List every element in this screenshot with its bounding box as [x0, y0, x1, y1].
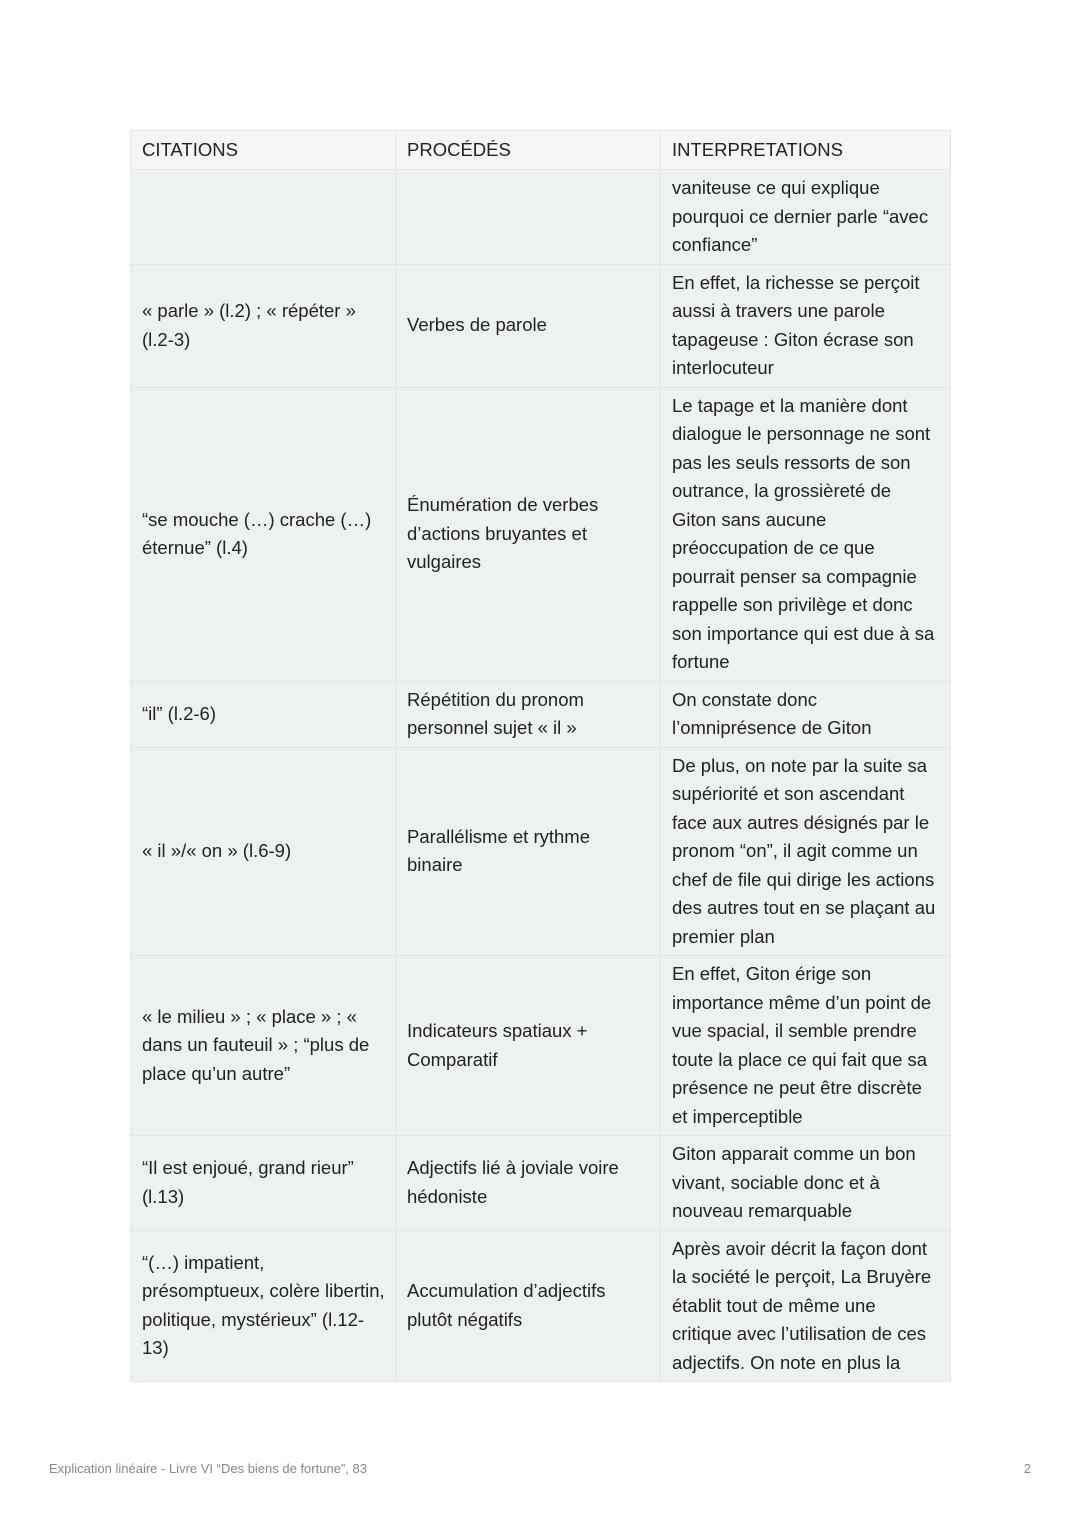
footer-page-number: 2	[1023, 1461, 1031, 1476]
footer-document-title: Explication linéaire - Livre VI “Des biens de fortune”, 83	[49, 1461, 367, 1476]
procede-cell: Parallélisme et rythme binaire	[396, 747, 661, 956]
procede-cell: Indicateurs spatiaux + Comparatif	[396, 956, 661, 1136]
interpretation-cell: vaniteuse ce qui explique pourquoi ce dernier parle “avec confiance”	[661, 170, 951, 265]
header-procedes: PROCÉDÉS	[396, 131, 661, 170]
procede-cell: Adjectifs lié à joviale voire hédoniste	[396, 1136, 661, 1231]
citation-cell: “Il est enjoué, grand rieur” (l.13)	[131, 1136, 396, 1231]
table-row	[131, 1136, 951, 1231]
analysis-table	[130, 130, 951, 1382]
table-row	[131, 956, 951, 1136]
procede-cell: Accumulation d’adjectifs plutôt négatifs	[396, 1230, 661, 1382]
citation-cell: « il »/« on » (l.6-9)	[131, 747, 396, 956]
table-row	[131, 1230, 951, 1382]
citation-cell	[131, 170, 396, 265]
citation-cell: “(…) impatient, présomptueux, colère libertin, politique, mystérieux” (l.12-13)	[131, 1230, 396, 1382]
citation-cell: « parle » (l.2) ; « répéter » (l.2-3)	[131, 264, 396, 387]
header-interpretations: INTERPRETATIONS	[661, 131, 951, 170]
interpretation-cell: Giton apparait comme un bon vivant, sociable donc et à nouveau remarquable	[661, 1136, 951, 1231]
procede-cell	[396, 170, 661, 265]
interpretation-cell: De plus, on note par la suite sa supériorité et son ascendant face aux autres désignés par le pronom “on”, il agit comme un chef de file qui dirige les actions des autres tout en se plaçant au premier plan	[661, 747, 951, 956]
citation-cell: “se mouche (…) crache (…) éternue” (l.4)	[131, 387, 396, 681]
procede-cell: Verbes de parole	[396, 264, 661, 387]
citation-cell: « le milieu » ; « place » ; « dans un fauteuil » ; “plus de place qu’un autre”	[131, 956, 396, 1136]
procede-cell: Répétition du pronom personnel sujet « il »	[396, 681, 661, 747]
citation-cell: “il” (l.2-6)	[131, 681, 396, 747]
table-row	[131, 747, 951, 956]
table-row	[131, 170, 951, 265]
interpretation-cell: En effet, la richesse se perçoit aussi à travers une parole tapageuse : Giton écrase son interlocuteur	[661, 264, 951, 387]
table-row	[131, 681, 951, 747]
header-citations: CITATIONS	[131, 131, 396, 170]
interpretation-cell: En effet, Giton érige son importance même d’un point de vue spacial, il semble prendre toute la place ce qui fait que sa présence ne peut être discrète et imperceptible	[661, 956, 951, 1136]
interpretation-cell: Le tapage et la manière dont dialogue le personnage ne sont pas les seuls ressorts de son outrance, la grossièreté de Giton sans aucune préoccupation de ce que pourrait penser sa compagnie rappelle son privilège et donc son importance qui est due à sa fortune	[661, 387, 951, 681]
table-header-row	[131, 131, 951, 170]
table-row	[131, 387, 951, 681]
interpretation-cell: On constate donc l’omniprésence de Giton	[661, 681, 951, 747]
interpretation-cell: Après avoir décrit la façon dont la société le perçoit, La Bruyère établit tout de même une critique avec l’utilisation de ces adjectifs. On note en plus la	[661, 1230, 951, 1382]
procede-cell: Énumération de verbes d’actions bruyantes et vulgaires	[396, 387, 661, 681]
table-row	[131, 264, 951, 387]
